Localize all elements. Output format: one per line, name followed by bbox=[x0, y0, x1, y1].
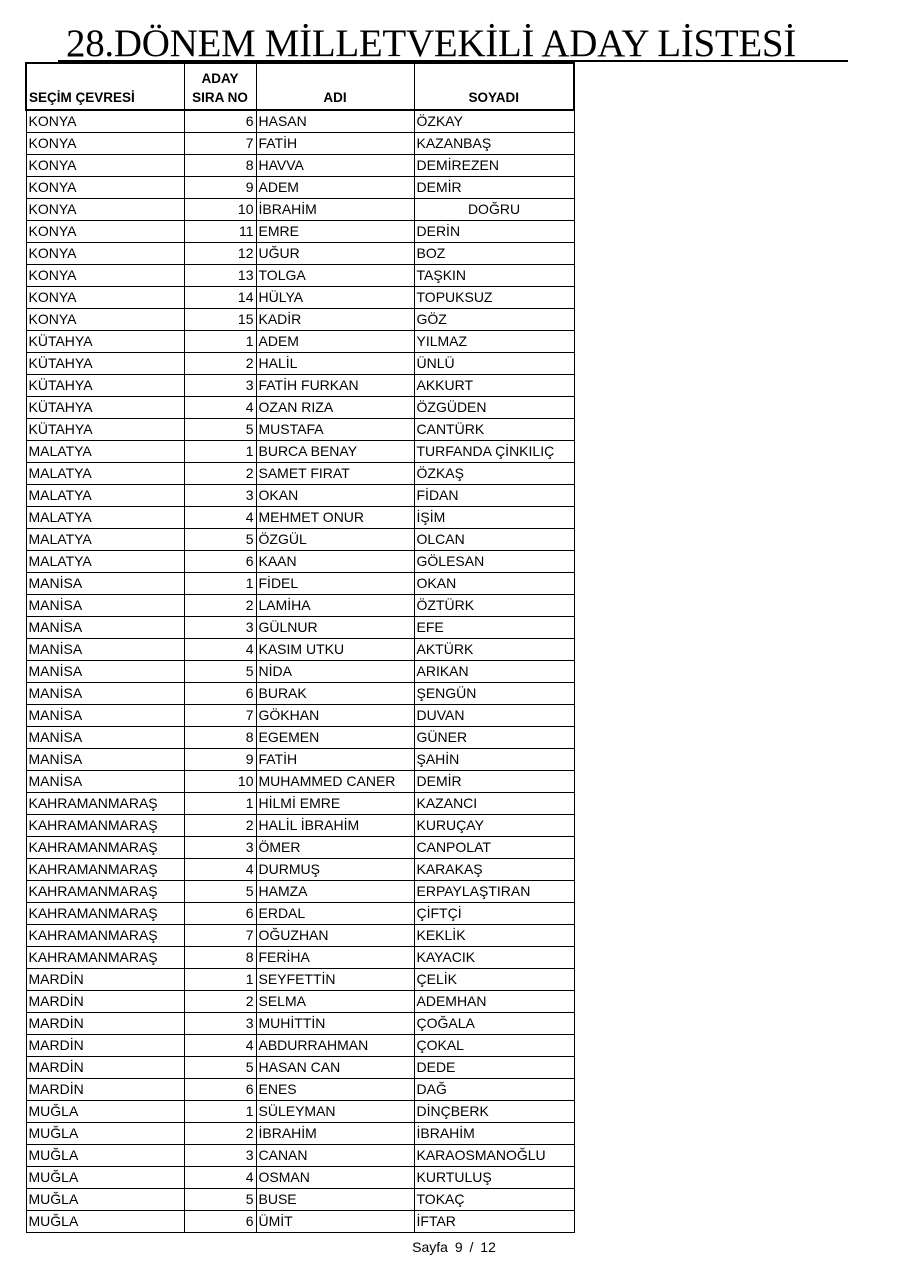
cell-order-no: 4 bbox=[184, 507, 256, 529]
cell-district: KAHRAMANMARAŞ bbox=[26, 793, 184, 815]
cell-order-no: 1 bbox=[184, 793, 256, 815]
cell-surname: DUVAN bbox=[414, 705, 574, 727]
cell-name: ÖZGÜL bbox=[256, 529, 414, 551]
table-row bbox=[26, 617, 574, 639]
cell-order-no: 6 bbox=[184, 1211, 256, 1233]
table-row bbox=[26, 705, 574, 727]
cell-district: KAHRAMANMARAŞ bbox=[26, 903, 184, 925]
cell-district: KÜTAHYA bbox=[26, 397, 184, 419]
page-separator: / bbox=[469, 1239, 474, 1255]
cell-order-no: 1 bbox=[184, 441, 256, 463]
cell-order-no: 6 bbox=[184, 1079, 256, 1101]
cell-district: MUĞLA bbox=[26, 1145, 184, 1167]
cell-order-no: 7 bbox=[184, 133, 256, 155]
cell-order-no: 7 bbox=[184, 705, 256, 727]
cell-surname: YILMAZ bbox=[414, 331, 574, 353]
cell-name: GÜLNUR bbox=[256, 617, 414, 639]
cell-district: KAHRAMANMARAŞ bbox=[26, 925, 184, 947]
cell-order-no: 2 bbox=[184, 1123, 256, 1145]
cell-surname: DEMİR bbox=[414, 177, 574, 199]
cell-district: KONYA bbox=[26, 177, 184, 199]
cell-surname: DEDE bbox=[414, 1057, 574, 1079]
cell-district: MUĞLA bbox=[26, 1101, 184, 1123]
cell-district: KONYA bbox=[26, 221, 184, 243]
cell-district: MANİSA bbox=[26, 661, 184, 683]
cell-name: HALİL bbox=[256, 353, 414, 375]
cell-name: LAMİHA bbox=[256, 595, 414, 617]
cell-order-no: 5 bbox=[184, 661, 256, 683]
cell-surname: KAZANCI bbox=[414, 793, 574, 815]
table-row bbox=[26, 1035, 574, 1057]
cell-name: OĞUZHAN bbox=[256, 925, 414, 947]
cell-district: KONYA bbox=[26, 199, 184, 221]
cell-district: KONYA bbox=[26, 243, 184, 265]
cell-name: HASAN bbox=[256, 110, 414, 133]
cell-name: KAAN bbox=[256, 551, 414, 573]
cell-order-no: 6 bbox=[184, 683, 256, 705]
table-row bbox=[26, 881, 574, 903]
cell-name: DURMUŞ bbox=[256, 859, 414, 881]
table-row bbox=[26, 110, 574, 133]
cell-order-no: 4 bbox=[184, 1035, 256, 1057]
cell-name: OSMAN bbox=[256, 1167, 414, 1189]
header-surname: SOYADI bbox=[414, 63, 574, 110]
header-order bbox=[184, 63, 256, 110]
cell-surname: ÖZGÜDEN bbox=[414, 397, 574, 419]
cell-order-no: 9 bbox=[184, 177, 256, 199]
cell-order-no: 2 bbox=[184, 463, 256, 485]
table-row bbox=[26, 397, 574, 419]
cell-order-no: 10 bbox=[184, 199, 256, 221]
table-row bbox=[26, 309, 574, 331]
cell-order-no: 2 bbox=[184, 353, 256, 375]
cell-order-no: 3 bbox=[184, 375, 256, 397]
table-row bbox=[26, 243, 574, 265]
table-row bbox=[26, 1057, 574, 1079]
cell-district: MANİSA bbox=[26, 595, 184, 617]
cell-surname: ÜNLÜ bbox=[414, 353, 574, 375]
cell-surname: İŞİM bbox=[414, 507, 574, 529]
cell-name: HAVVA bbox=[256, 155, 414, 177]
cell-district: KÜTAHYA bbox=[26, 353, 184, 375]
cell-order-no: 4 bbox=[184, 639, 256, 661]
cell-surname: ERPAYLAŞTIRAN bbox=[414, 881, 574, 903]
cell-order-no: 5 bbox=[184, 1057, 256, 1079]
cell-district: MARDİN bbox=[26, 1079, 184, 1101]
cell-district: KAHRAMANMARAŞ bbox=[26, 947, 184, 969]
table-row bbox=[26, 133, 574, 155]
table-row bbox=[26, 749, 574, 771]
cell-surname: GÖZ bbox=[414, 309, 574, 331]
cell-district: MANİSA bbox=[26, 573, 184, 595]
table-row bbox=[26, 771, 574, 793]
cell-district: MANİSA bbox=[26, 749, 184, 771]
cell-district: MANİSA bbox=[26, 727, 184, 749]
cell-name: ABDURRAHMAN bbox=[256, 1035, 414, 1057]
cell-surname: KARAOSMANOĞLU bbox=[414, 1145, 574, 1167]
cell-name: UĞUR bbox=[256, 243, 414, 265]
cell-district: MANİSA bbox=[26, 639, 184, 661]
cell-district: KAHRAMANMARAŞ bbox=[26, 815, 184, 837]
header-district: SEÇİM ÇEVRESİ bbox=[26, 63, 184, 110]
cell-name: HİLMİ EMRE bbox=[256, 793, 414, 815]
cell-order-no: 3 bbox=[184, 617, 256, 639]
cell-district: KONYA bbox=[26, 265, 184, 287]
cell-name: OZAN RIZA bbox=[256, 397, 414, 419]
table-row bbox=[26, 265, 574, 287]
table-row bbox=[26, 991, 574, 1013]
cell-district: MARDİN bbox=[26, 1057, 184, 1079]
table-row bbox=[26, 815, 574, 837]
page-label: Sayfa bbox=[412, 1239, 448, 1255]
cell-order-no: 2 bbox=[184, 595, 256, 617]
cell-surname: KARAKAŞ bbox=[414, 859, 574, 881]
table-row bbox=[26, 727, 574, 749]
cell-name: NİDA bbox=[256, 661, 414, 683]
cell-name: FERİHA bbox=[256, 947, 414, 969]
cell-name: HASAN CAN bbox=[256, 1057, 414, 1079]
table-body bbox=[26, 110, 574, 1233]
table-row bbox=[26, 419, 574, 441]
table-row bbox=[26, 1013, 574, 1035]
cell-district: MALATYA bbox=[26, 529, 184, 551]
table-row bbox=[26, 199, 574, 221]
table-row bbox=[26, 903, 574, 925]
cell-name: ÜMİT bbox=[256, 1211, 414, 1233]
table-row bbox=[26, 441, 574, 463]
cell-surname: ADEMHAN bbox=[414, 991, 574, 1013]
cell-order-no: 11 bbox=[184, 221, 256, 243]
cell-name: ÖMER bbox=[256, 837, 414, 859]
cell-order-no: 5 bbox=[184, 419, 256, 441]
header-name: ADI bbox=[256, 63, 414, 110]
header-order-line1: ADAY bbox=[201, 71, 239, 86]
cell-district: MARDİN bbox=[26, 991, 184, 1013]
cell-order-no: 8 bbox=[184, 947, 256, 969]
cell-surname: AKKURT bbox=[414, 375, 574, 397]
cell-district: MALATYA bbox=[26, 463, 184, 485]
table-row bbox=[26, 155, 574, 177]
cell-surname: GÖLESAN bbox=[414, 551, 574, 573]
cell-order-no: 4 bbox=[184, 859, 256, 881]
table-row bbox=[26, 1167, 574, 1189]
cell-surname: KEKLİK bbox=[414, 925, 574, 947]
cell-surname: DİNÇBERK bbox=[414, 1101, 574, 1123]
cell-surname: ŞENGÜN bbox=[414, 683, 574, 705]
table-row bbox=[26, 639, 574, 661]
cell-order-no: 3 bbox=[184, 1013, 256, 1035]
cell-order-no: 10 bbox=[184, 771, 256, 793]
cell-order-no: 12 bbox=[184, 243, 256, 265]
cell-name: FATİH FURKAN bbox=[256, 375, 414, 397]
cell-name: İBRAHİM bbox=[256, 1123, 414, 1145]
cell-name: BURAK bbox=[256, 683, 414, 705]
cell-order-no: 1 bbox=[184, 573, 256, 595]
cell-surname: TOPUKSUZ bbox=[414, 287, 574, 309]
page-title: 28.DÖNEM MİLLETVEKİLİ ADAY LİSTESİ bbox=[66, 22, 797, 65]
table-row bbox=[26, 969, 574, 991]
cell-name: MUSTAFA bbox=[256, 419, 414, 441]
cell-name: FİDEL bbox=[256, 573, 414, 595]
cell-district: KÜTAHYA bbox=[26, 419, 184, 441]
cell-district: MALATYA bbox=[26, 551, 184, 573]
cell-name: HAMZA bbox=[256, 881, 414, 903]
cell-surname: OKAN bbox=[414, 573, 574, 595]
cell-district: MUĞLA bbox=[26, 1123, 184, 1145]
cell-name: KASIM UTKU bbox=[256, 639, 414, 661]
cell-district: MARDİN bbox=[26, 1035, 184, 1057]
table-row bbox=[26, 573, 574, 595]
cell-district: KÜTAHYA bbox=[26, 331, 184, 353]
cell-surname: ÇOĞALA bbox=[414, 1013, 574, 1035]
cell-surname: BOZ bbox=[414, 243, 574, 265]
cell-order-no: 3 bbox=[184, 1145, 256, 1167]
cell-surname: DAĞ bbox=[414, 1079, 574, 1101]
table-row bbox=[26, 1079, 574, 1101]
cell-order-no: 5 bbox=[184, 881, 256, 903]
cell-name: MEHMET ONUR bbox=[256, 507, 414, 529]
cell-order-no: 6 bbox=[184, 551, 256, 573]
cell-district: KONYA bbox=[26, 133, 184, 155]
cell-district: KAHRAMANMARAŞ bbox=[26, 881, 184, 903]
cell-order-no: 8 bbox=[184, 727, 256, 749]
cell-order-no: 2 bbox=[184, 815, 256, 837]
page-total: 12 bbox=[480, 1239, 496, 1255]
cell-order-no: 3 bbox=[184, 485, 256, 507]
cell-district: MARDİN bbox=[26, 969, 184, 991]
table-row bbox=[26, 1101, 574, 1123]
cell-order-no: 6 bbox=[184, 110, 256, 133]
table-row bbox=[26, 507, 574, 529]
cell-name: GÖKHAN bbox=[256, 705, 414, 727]
table-row bbox=[26, 1123, 574, 1145]
cell-surname: ARIKAN bbox=[414, 661, 574, 683]
cell-district: MANİSA bbox=[26, 617, 184, 639]
cell-surname: KURTULUŞ bbox=[414, 1167, 574, 1189]
cell-order-no: 5 bbox=[184, 529, 256, 551]
cell-name: ENES bbox=[256, 1079, 414, 1101]
cell-surname: TURFANDA ÇİNKILIÇ bbox=[414, 441, 574, 463]
cell-surname: ÖZKAY bbox=[414, 110, 574, 133]
cell-order-no: 2 bbox=[184, 991, 256, 1013]
cell-order-no: 4 bbox=[184, 397, 256, 419]
page-footer bbox=[0, 1239, 905, 1255]
cell-name: FATİH bbox=[256, 749, 414, 771]
table-row bbox=[26, 485, 574, 507]
cell-name: SELMA bbox=[256, 991, 414, 1013]
cell-surname: KAZANBAŞ bbox=[414, 133, 574, 155]
cell-name: MUHAMMED CANER bbox=[256, 771, 414, 793]
table-row bbox=[26, 551, 574, 573]
table-row bbox=[26, 925, 574, 947]
cell-order-no: 9 bbox=[184, 749, 256, 771]
cell-name: BUSE bbox=[256, 1189, 414, 1211]
cell-order-no: 5 bbox=[184, 1189, 256, 1211]
cell-name: ERDAL bbox=[256, 903, 414, 925]
table-row bbox=[26, 375, 574, 397]
table-row bbox=[26, 177, 574, 199]
table-row bbox=[26, 463, 574, 485]
cell-surname: KAYACIK bbox=[414, 947, 574, 969]
cell-surname: ÇOKAL bbox=[414, 1035, 574, 1057]
cell-order-no: 4 bbox=[184, 1167, 256, 1189]
cell-surname: DERİN bbox=[414, 221, 574, 243]
cell-name: EGEMEN bbox=[256, 727, 414, 749]
table-row bbox=[26, 859, 574, 881]
cell-district: MANİSA bbox=[26, 705, 184, 727]
cell-district: KÜTAHYA bbox=[26, 375, 184, 397]
candidate-table bbox=[25, 62, 575, 1233]
cell-district: MALATYA bbox=[26, 441, 184, 463]
cell-name: SAMET FIRAT bbox=[256, 463, 414, 485]
cell-surname: ÖZTÜRK bbox=[414, 595, 574, 617]
cell-district: MUĞLA bbox=[26, 1211, 184, 1233]
cell-name: HALİL İBRAHİM bbox=[256, 815, 414, 837]
cell-district: KAHRAMANMARAŞ bbox=[26, 859, 184, 881]
cell-district: MANİSA bbox=[26, 683, 184, 705]
table-row bbox=[26, 1145, 574, 1167]
cell-name: ADEM bbox=[256, 331, 414, 353]
cell-surname: ÇİFTÇİ bbox=[414, 903, 574, 925]
cell-name: HÜLYA bbox=[256, 287, 414, 309]
cell-order-no: 6 bbox=[184, 903, 256, 925]
table-row bbox=[26, 947, 574, 969]
cell-district: MANİSA bbox=[26, 771, 184, 793]
cell-district: MUĞLA bbox=[26, 1189, 184, 1211]
cell-surname: ÖZKAŞ bbox=[414, 463, 574, 485]
cell-surname: FİDAN bbox=[414, 485, 574, 507]
table-row bbox=[26, 595, 574, 617]
cell-surname: OLCAN bbox=[414, 529, 574, 551]
cell-name: MUHİTTİN bbox=[256, 1013, 414, 1035]
page-current: 9 bbox=[454, 1239, 463, 1255]
cell-district: MUĞLA bbox=[26, 1167, 184, 1189]
table-row bbox=[26, 793, 574, 815]
cell-surname: AKTÜRK bbox=[414, 639, 574, 661]
cell-order-no: 13 bbox=[184, 265, 256, 287]
table-row bbox=[26, 353, 574, 375]
cell-district: KAHRAMANMARAŞ bbox=[26, 837, 184, 859]
cell-surname: İBRAHİM bbox=[414, 1123, 574, 1145]
cell-surname: DEMİR bbox=[414, 771, 574, 793]
table-row bbox=[26, 221, 574, 243]
cell-order-no: 7 bbox=[184, 925, 256, 947]
cell-name: OKAN bbox=[256, 485, 414, 507]
cell-surname: GÜNER bbox=[414, 727, 574, 749]
cell-surname: EFE bbox=[414, 617, 574, 639]
cell-order-no: 8 bbox=[184, 155, 256, 177]
cell-name: TOLGA bbox=[256, 265, 414, 287]
table-row bbox=[26, 287, 574, 309]
cell-surname: CANPOLAT bbox=[414, 837, 574, 859]
cell-name: İBRAHİM bbox=[256, 199, 414, 221]
cell-name: FATİH bbox=[256, 133, 414, 155]
cell-order-no: 1 bbox=[184, 969, 256, 991]
cell-order-no: 15 bbox=[184, 309, 256, 331]
cell-surname: TOKAÇ bbox=[414, 1189, 574, 1211]
cell-district: KONYA bbox=[26, 155, 184, 177]
cell-order-no: 3 bbox=[184, 837, 256, 859]
cell-name: BURCA BENAY bbox=[256, 441, 414, 463]
cell-name: KADİR bbox=[256, 309, 414, 331]
table-row bbox=[26, 331, 574, 353]
cell-name: EMRE bbox=[256, 221, 414, 243]
cell-name: CANAN bbox=[256, 1145, 414, 1167]
cell-name: SEYFETTİN bbox=[256, 969, 414, 991]
table-row bbox=[26, 837, 574, 859]
cell-surname: DOĞRU bbox=[414, 199, 574, 221]
cell-district: MALATYA bbox=[26, 507, 184, 529]
cell-district: KONYA bbox=[26, 309, 184, 331]
cell-district: KONYA bbox=[26, 287, 184, 309]
table-row bbox=[26, 683, 574, 705]
cell-name: SÜLEYMAN bbox=[256, 1101, 414, 1123]
cell-order-no: 14 bbox=[184, 287, 256, 309]
table-row bbox=[26, 529, 574, 551]
header-order-line2: SIRA NO bbox=[192, 90, 248, 105]
table-row bbox=[26, 661, 574, 683]
cell-district: MARDİN bbox=[26, 1013, 184, 1035]
cell-surname: ŞAHİN bbox=[414, 749, 574, 771]
cell-order-no: 1 bbox=[184, 331, 256, 353]
cell-name: ADEM bbox=[256, 177, 414, 199]
cell-order-no: 1 bbox=[184, 1101, 256, 1123]
cell-surname: ÇELİK bbox=[414, 969, 574, 991]
cell-surname: TAŞKIN bbox=[414, 265, 574, 287]
table-row bbox=[26, 1189, 574, 1211]
table-row bbox=[26, 1211, 574, 1233]
cell-surname: CANTÜRK bbox=[414, 419, 574, 441]
cell-surname: DEMİREZEN bbox=[414, 155, 574, 177]
cell-surname: KURUÇAY bbox=[414, 815, 574, 837]
cell-district: MALATYA bbox=[26, 485, 184, 507]
cell-district: KONYA bbox=[26, 110, 184, 133]
cell-surname: İFTAR bbox=[414, 1211, 574, 1233]
table-header-row bbox=[26, 63, 574, 110]
